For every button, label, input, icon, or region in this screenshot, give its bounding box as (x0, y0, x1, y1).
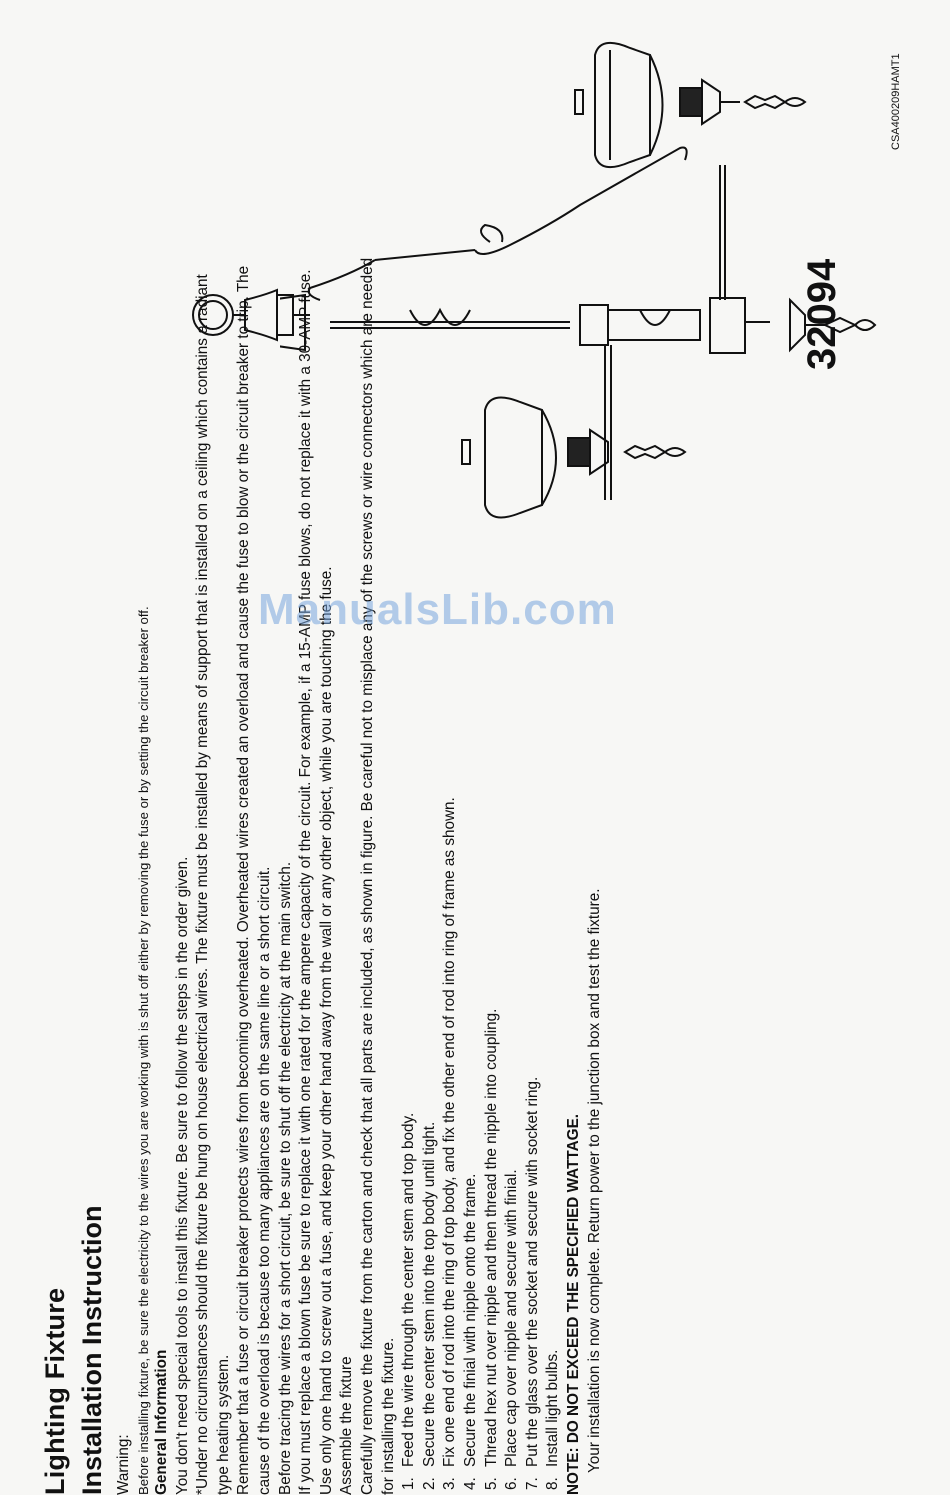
assemble-heading: Assemble the fixture (338, 1356, 356, 1495)
step-item: 7. Put the glass over the socket and secure with socket ring. (523, 255, 544, 1473)
glass-shade-bottom (462, 398, 556, 518)
glass-shade-top (575, 43, 663, 167)
step-item: 4. Secure the finial with nipple onto the frame. (461, 255, 482, 1473)
step-item: 1. Feed the wire through the center stem and top body. (399, 255, 420, 1473)
step-item: 8. Install light bulbs. (543, 255, 564, 1473)
general-heading: General Information (153, 1349, 171, 1495)
general-paragraph-4: Before tracing the wires for a short circuit, be sure to shut off the electricity at the main switch. (276, 861, 294, 1495)
parts-diagram (280, 10, 950, 530)
step-item: 5. Thread hex nut over nipple and then thread the nipple into coupling. (482, 255, 503, 1473)
assemble-paragraph: Carefully remove the fixture from the carton and check that all parts are included, as shown in figure. Be careful not to misplace any of the screws or wire connectors which are needed for installing the fixture. (359, 257, 397, 1495)
watermark: ManualsLib.com (258, 585, 617, 634)
general-paragraph-5: If you must replace a blown fuse be sure to replace it with one rated for the ampere capacity of the circuit. For example, if a 15-AMP fuse blows, do not replace it with a 30-AMP fuse. Use only one hand to screw out a fuse, and keep your other hand away from the wall or any other object, while you are touching the fuse. (297, 269, 335, 1495)
catalog-code: CSA400209HAMT1 (890, 53, 902, 150)
finial-bottom (625, 446, 685, 458)
finial-top (745, 96, 805, 108)
model-number: 32094 (800, 258, 844, 370)
hook-arm (475, 148, 687, 255)
warning-heading: Warning: (115, 1434, 132, 1495)
step-item: 3. Fix one end of rod into the ring of top body, and fix the other end of rod into ring of frame as shown. (440, 255, 461, 1473)
page-subtitle: Installation Instruction (77, 1205, 107, 1495)
step-item: 2. Secure the center stem into the top body until tight. (420, 255, 441, 1473)
general-paragraph-1: You don't need special tools to install this fixture. Be sure to follow the steps in the order given. (173, 856, 191, 1495)
general-paragraph-2: *Under no circumstances should the fixture be hung on house electrical wires. The fixture must be installed by means of support that is installed on a ceiling which contains a radiant type heating system. (194, 274, 232, 1495)
socket-bottom (568, 430, 608, 474)
step-item: 6. Place cap over nipple and secure with finial. (502, 255, 523, 1473)
center-body (580, 298, 770, 353)
socket-top (680, 80, 740, 124)
general-paragraph-3: Remember that a fuse or circuit breaker protects wires from becoming overheated. Overheated wires created an overload and cause the fuse to blow or the circuit breaker to trip. The cause of the overload is because too many appliances are on the same line or a short circuit. (235, 265, 274, 1495)
closing-text: Your installation is now complete. Return power to the junction box and test the fixture. (585, 888, 603, 1473)
page-title: Lighting Fixture (40, 1287, 70, 1495)
wattage-note: NOTE: DO NOT EXCEED THE SPECIFIED WATTAGE. (564, 1113, 582, 1495)
warning-text: Before installing fixture, be sure the electricity to the wires you are working with is shut off either by removing the fuse or by setting the circuit breaker off. (135, 606, 151, 1495)
canopy-ring (185, 270, 325, 360)
